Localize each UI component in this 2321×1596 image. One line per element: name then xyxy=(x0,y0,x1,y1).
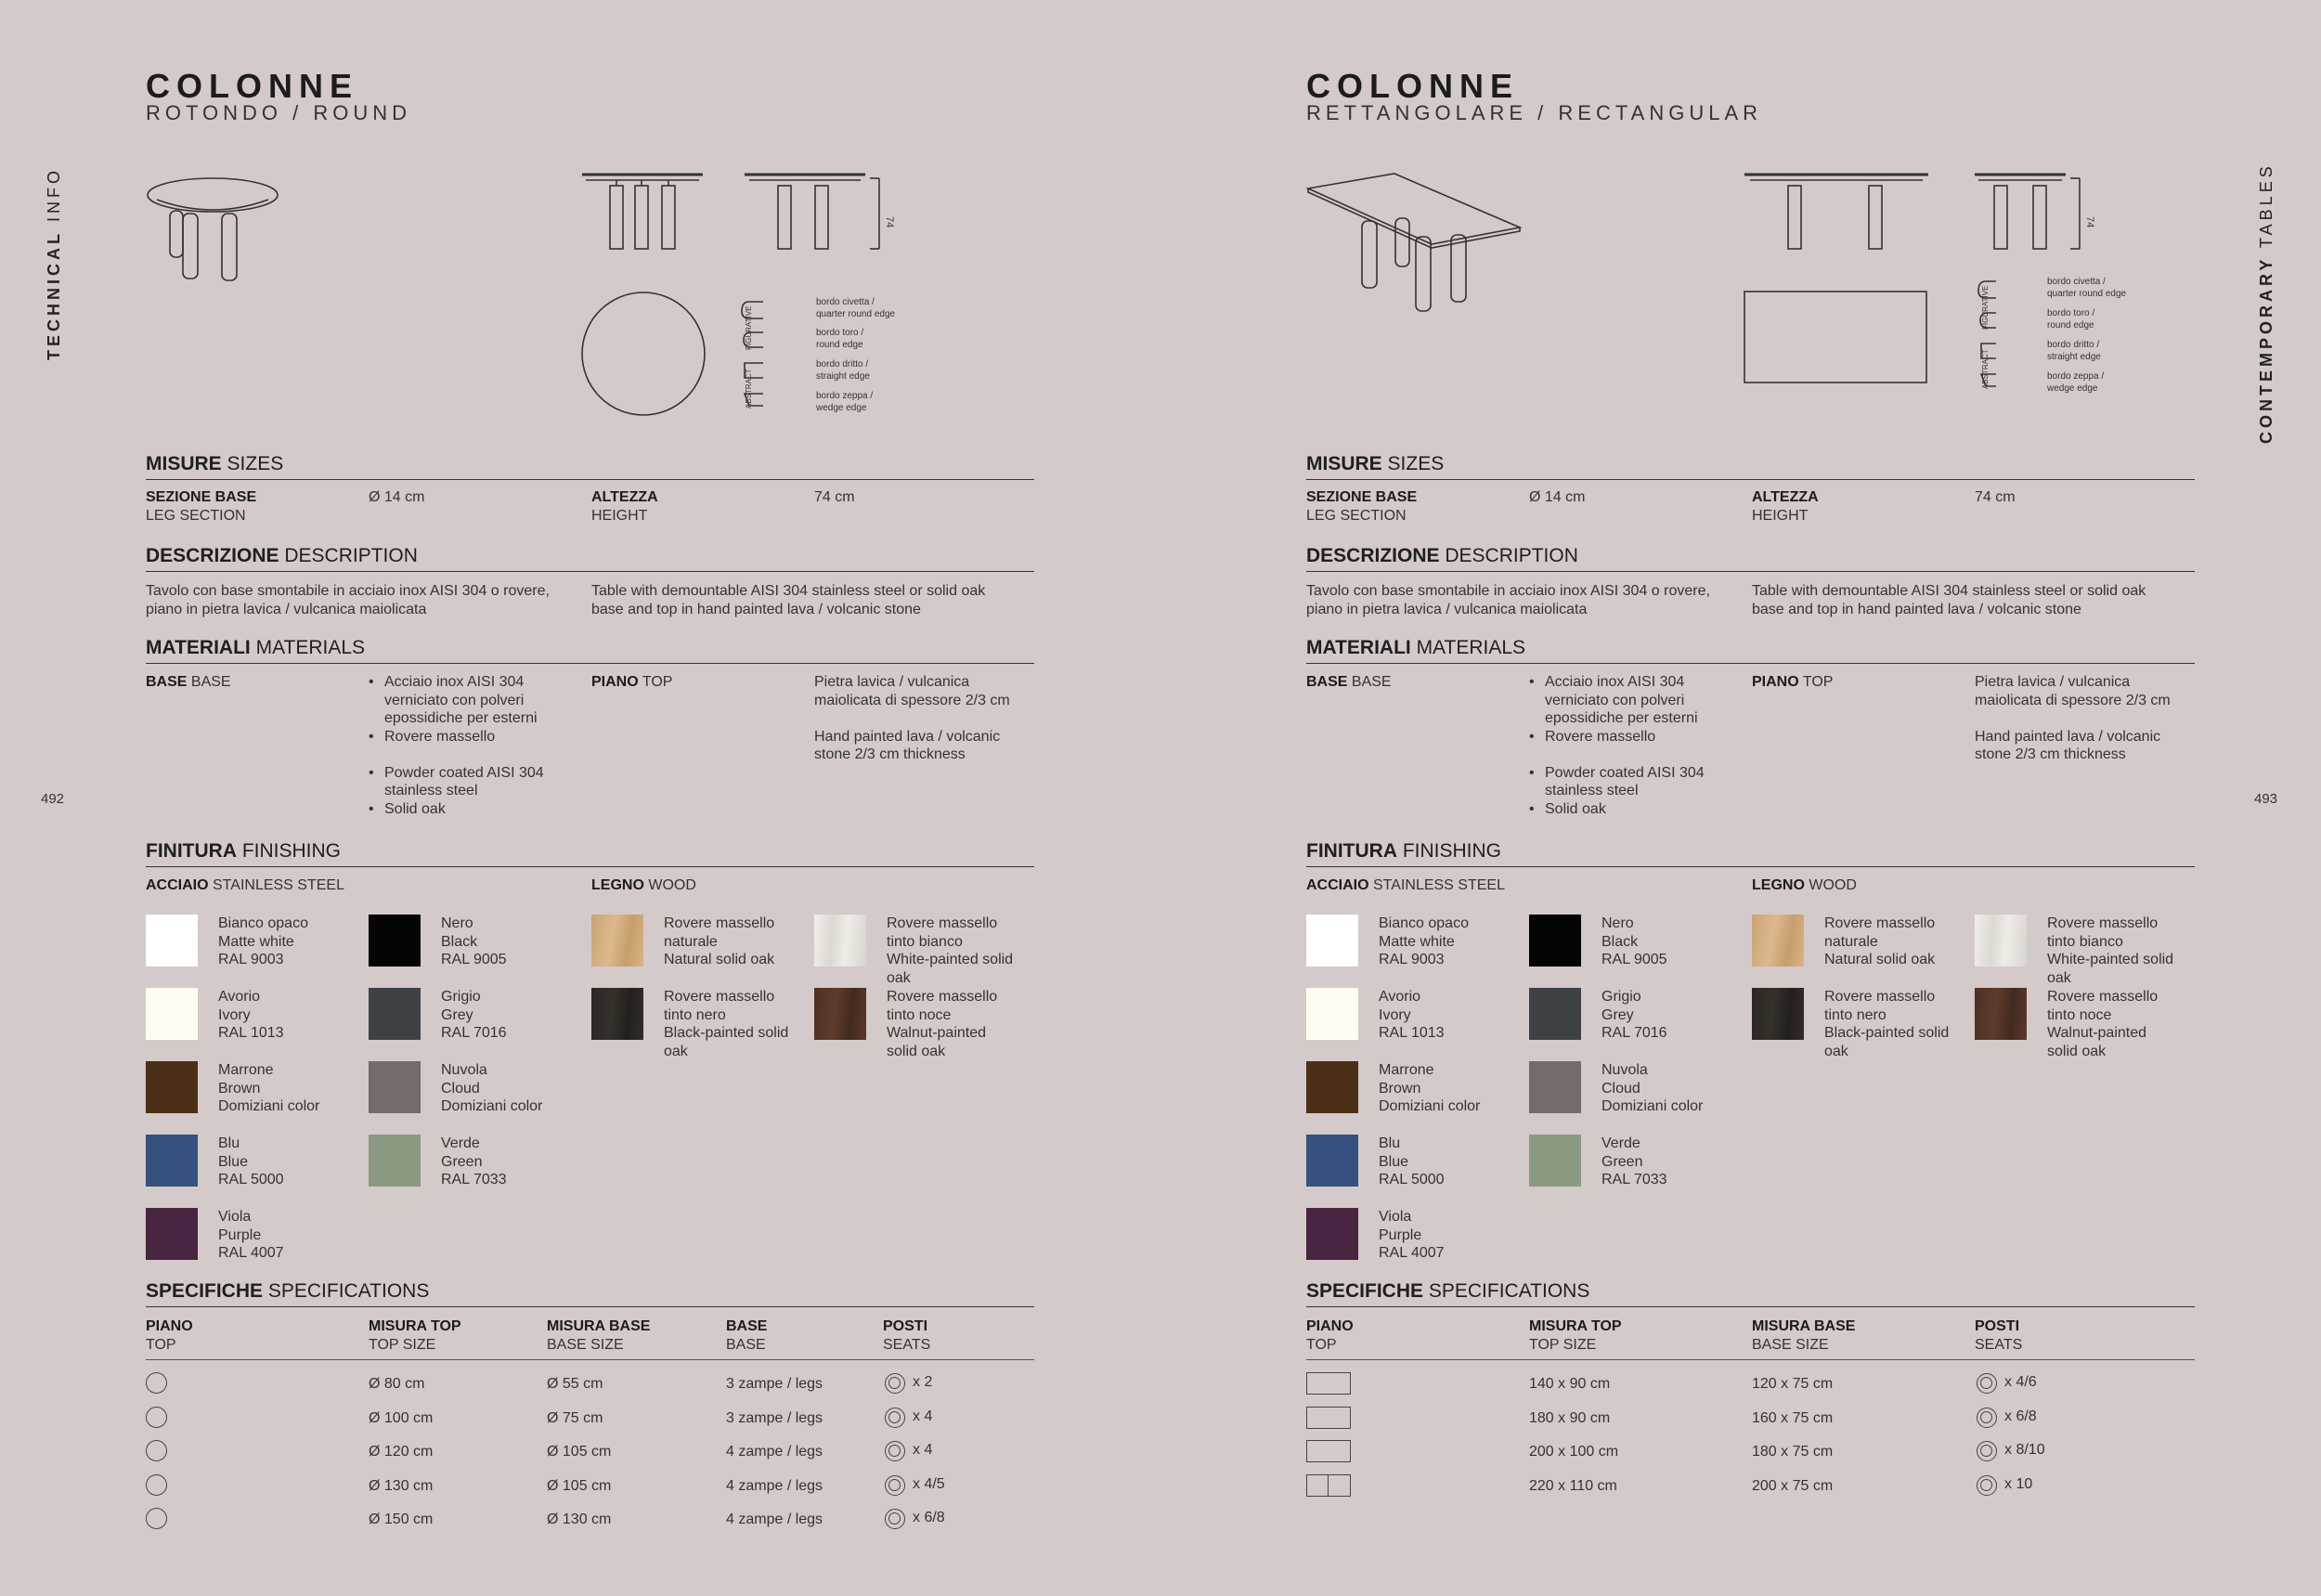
col-top-size: MISURA TOP TOP SIZE xyxy=(369,1318,461,1353)
color-swatch[interactable] xyxy=(369,1061,421,1113)
finishing-steel-label: ACCIAIO STAINLESS STEEL xyxy=(146,877,344,893)
leg-section-label-en: LEG SECTION xyxy=(1306,508,1407,524)
color-swatch[interactable] xyxy=(1529,988,1581,1040)
table-cell: x 4/6 xyxy=(2004,1374,2037,1390)
swatch-label: Verde Green RAL 7033 xyxy=(441,1135,507,1187)
color-swatch[interactable] xyxy=(146,988,198,1040)
leg-section-label-it: SEZIONE BASE xyxy=(146,489,257,505)
svg-text:FIGURATIVE: FIGURATIVE xyxy=(745,305,753,350)
table-cell: 3 zampe / legs xyxy=(726,1409,823,1426)
svg-text:bordo zeppa /: bordo zeppa / xyxy=(816,391,874,401)
description-en: Table with demountable AISI 304 stainless steel or solid oak base and top in hand painted lava / volcanic stone xyxy=(591,583,986,617)
swatch-label: Blu Blue RAL 5000 xyxy=(218,1135,284,1187)
wood-swatch[interactable] xyxy=(1752,915,1804,967)
seats-icon xyxy=(885,1408,905,1428)
table-cell: x 6/8 xyxy=(913,1510,945,1525)
list-item: • Acciaio inox AISI 304 verniciato con polveri epossidiche per esterni xyxy=(369,673,554,728)
rectangular-table-drawings xyxy=(1306,162,2198,432)
round-top-icon xyxy=(146,1474,167,1496)
material-base-list xyxy=(1529,673,1715,818)
svg-text:bordo dritto /: bordo dritto / xyxy=(816,359,869,370)
seats-icon xyxy=(885,1441,905,1461)
height-value: 74 cm xyxy=(1975,489,2016,505)
swatch-label: Nero Black RAL 9005 xyxy=(441,915,507,967)
height-label-en: HEIGHT xyxy=(591,508,648,524)
rect-top-icon xyxy=(1306,1474,1351,1497)
table-cell: 140 x 90 cm xyxy=(1529,1376,1611,1392)
svg-text:bordo toro /: bordo toro / xyxy=(2047,308,2095,318)
swatch-label: Blu Blue RAL 5000 xyxy=(1379,1135,1445,1187)
color-swatch[interactable] xyxy=(1306,915,1358,967)
table-cell: Ø 120 cm xyxy=(369,1444,434,1460)
side-label-contemporary-tables: CONTEMPORARY TABLES xyxy=(2257,162,2276,444)
section-finishing: FINITURA FINISHING xyxy=(146,840,1034,867)
list-item: • Solid oak xyxy=(369,800,554,819)
swatch-label: Marrone Brown Domiziani color xyxy=(1379,1062,1481,1114)
seats-icon xyxy=(885,1475,905,1496)
table-cell: Ø 150 cm xyxy=(369,1512,434,1527)
table-cell: x 8/10 xyxy=(2004,1442,2045,1458)
svg-text:wedge edge: wedge edge xyxy=(2047,383,2098,394)
page-number-right: 493 xyxy=(2254,791,2278,807)
color-swatch[interactable] xyxy=(369,1135,421,1187)
swatch-label: Nuvola Cloud Domiziani color xyxy=(1601,1062,1704,1114)
swatch-label: Viola Purple RAL 4007 xyxy=(1379,1209,1445,1261)
svg-text:ABSTRACT: ABSTRACT xyxy=(745,369,753,409)
swatch-label: Nero Black RAL 9005 xyxy=(1601,915,1667,967)
leg-section-value: Ø 14 cm xyxy=(369,489,425,505)
swatch-label: Grigio Grey RAL 7016 xyxy=(441,989,507,1041)
page-subtitle: ROTONDO / ROUND xyxy=(146,101,412,124)
table-cell: Ø 75 cm xyxy=(547,1409,603,1426)
description-en: Table with demountable AISI 304 stainless steel or solid oak base and top in hand painted lava / volcanic stone xyxy=(1752,583,2146,617)
svg-text:74: 74 xyxy=(2084,216,2095,228)
side-label-technical-info: TECHNICAL INFO xyxy=(45,167,63,360)
swatch-label: Avorio Ivory RAL 1013 xyxy=(218,989,284,1041)
table-cell: 4 zampe / legs xyxy=(726,1477,823,1494)
height-label-it: ALTEZZA xyxy=(591,489,658,505)
table-cell: Ø 130 cm xyxy=(369,1477,434,1494)
seats-icon xyxy=(885,1373,905,1394)
swatch-label: Grigio Grey RAL 7016 xyxy=(1601,989,1667,1041)
color-swatch[interactable] xyxy=(1306,988,1358,1040)
col-base-size: MISURA BASE BASE SIZE xyxy=(547,1318,651,1353)
page-title: COLONNE xyxy=(1306,67,1519,105)
swatch-label: Bianco opaco Matte white RAL 9003 xyxy=(218,915,308,967)
section-description: DESCRIZIONE DESCRIPTION xyxy=(146,545,1034,572)
material-base-list xyxy=(369,673,554,818)
svg-text:wedge edge: wedge edge xyxy=(816,403,867,413)
finishing-wood-label: LEGNO WOOD xyxy=(1752,877,1857,893)
material-top-label: PIANO TOP xyxy=(1752,674,1834,690)
leg-section-label-en: LEG SECTION xyxy=(146,508,246,524)
table-cell: Ø 105 cm xyxy=(547,1477,612,1494)
swatch-label: Rovere massello tinto nero Black-painted solid oak xyxy=(664,989,789,1059)
color-swatch[interactable] xyxy=(146,1135,198,1187)
swatch-label: Nuvola Cloud Domiziani color xyxy=(441,1062,543,1114)
wood-swatch[interactable] xyxy=(1975,915,2027,967)
list-item: • Solid oak xyxy=(1529,800,1715,819)
color-swatch[interactable] xyxy=(146,915,198,967)
height-label-en: HEIGHT xyxy=(1752,508,1809,524)
table-cell: 160 x 75 cm xyxy=(1752,1409,1834,1426)
col-top-shape: PIANO TOP xyxy=(1306,1318,1354,1353)
list-item: • Acciaio inox AISI 304 verniciato con polveri epossidiche per esterni xyxy=(1529,673,1715,728)
swatch-label: Bianco opaco Matte white RAL 9003 xyxy=(1379,915,1469,967)
wood-swatch[interactable] xyxy=(1752,988,1804,1040)
svg-text:round edge: round edge xyxy=(816,340,863,350)
height-value: 74 cm xyxy=(814,489,855,505)
swatch-label: Rovere massello tinto noce Walnut-painted solid oak xyxy=(2047,989,2159,1059)
col-seats: POSTI SEATS xyxy=(1975,1318,2023,1353)
list-item: • Rovere massello xyxy=(369,728,554,746)
wood-swatch[interactable] xyxy=(1975,988,2027,1040)
col-top-size: MISURA TOP TOP SIZE xyxy=(1529,1318,1622,1353)
round-table-drawings xyxy=(146,162,1037,432)
table-cell: 200 x 100 cm xyxy=(1529,1444,1619,1460)
col-base-size: MISURA BASE BASE SIZE xyxy=(1752,1318,1856,1353)
section-finishing: FINITURA FINISHING xyxy=(1306,840,2195,867)
leg-section-label-it: SEZIONE BASE xyxy=(1306,489,1418,505)
color-swatch[interactable] xyxy=(1529,1135,1581,1187)
table-cell: x 4 xyxy=(913,1408,933,1424)
spec-header-divider xyxy=(1306,1359,2195,1360)
table-cell: Ø 130 cm xyxy=(547,1512,612,1527)
section-specifications: SPECIFICHE SPECIFICATIONS xyxy=(146,1280,1034,1307)
description-it: Tavolo con base smontabile in acciaio inox AISI 304 o rovere, piano in pietra lavica / vulcanica maiolicata xyxy=(146,583,550,617)
color-swatch[interactable] xyxy=(146,1208,198,1260)
seats-icon xyxy=(1977,1441,1997,1461)
round-top-icon xyxy=(146,1407,167,1428)
color-swatch[interactable] xyxy=(369,915,421,967)
page-subtitle: RETTANGOLARE / RECTANGULAR xyxy=(1306,101,1763,124)
table-cell: 220 x 110 cm xyxy=(1529,1477,1617,1494)
table-cell: 4 zampe / legs xyxy=(726,1512,823,1527)
seats-icon xyxy=(1977,1408,1997,1428)
svg-text:straight edge: straight edge xyxy=(816,371,870,382)
col-top-shape: PIANO TOP xyxy=(146,1318,193,1353)
swatch-label: Marrone Brown Domiziani color xyxy=(218,1062,320,1114)
material-base-label: BASE BASE xyxy=(1306,674,1392,690)
table-cell: 3 zampe / legs xyxy=(726,1376,823,1392)
svg-text:bordo civetta /: bordo civetta / xyxy=(2047,277,2106,287)
seats-icon xyxy=(1977,1475,1997,1496)
list-item: • Powder coated AISI 304 stainless steel xyxy=(1529,764,1715,800)
description-it: Tavolo con base smontabile in acciaio inox AISI 304 o rovere, piano in pietra lavica / vulcanica maiolicata xyxy=(1306,583,1710,617)
seats-icon xyxy=(885,1509,905,1529)
table-cell: Ø 100 cm xyxy=(369,1409,434,1426)
leg-section-value: Ø 14 cm xyxy=(1529,489,1586,505)
svg-text:straight edge: straight edge xyxy=(2047,352,2101,362)
finishing-steel-label: ACCIAIO STAINLESS STEEL xyxy=(1306,877,1505,893)
table-cell: 180 x 90 cm xyxy=(1529,1409,1611,1426)
section-description: DESCRIZIONE DESCRIPTION xyxy=(1306,545,2195,572)
height-label-it: ALTEZZA xyxy=(1752,489,1819,505)
table-cell: x 10 xyxy=(2004,1475,2033,1492)
svg-text:FIGURATIVE: FIGURATIVE xyxy=(1981,285,1990,330)
swatch-label: Rovere massello naturale Natural solid oak xyxy=(664,915,775,967)
material-base-label: BASE BASE xyxy=(146,674,231,690)
material-top-text: Pietra lavica / vulcanica maiolicata di spessore 2/3 cm Hand painted lava / volcanic stone 2/3 cm thickness xyxy=(1975,674,2171,762)
swatch-label: Rovere massello tinto nero Black-painted solid oak xyxy=(1824,989,1950,1059)
table-cell: 200 x 75 cm xyxy=(1752,1477,1834,1494)
section-materials: MATERIALI MATERIALS xyxy=(146,637,1034,664)
svg-text:quarter round edge: quarter round edge xyxy=(2047,289,2127,299)
svg-text:round edge: round edge xyxy=(2047,320,2094,331)
table-cell: Ø 105 cm xyxy=(547,1444,612,1460)
section-sizes: MISURE SIZES xyxy=(1306,453,2195,480)
wood-swatch[interactable] xyxy=(814,915,866,967)
page-number-left: 492 xyxy=(41,791,65,807)
rect-top-icon xyxy=(1306,1372,1351,1395)
swatch-label: Rovere massello tinto noce Walnut-painted solid oak xyxy=(887,989,998,1059)
section-materials: MATERIALI MATERIALS xyxy=(1306,637,2195,664)
color-swatch[interactable] xyxy=(146,1061,198,1113)
svg-text:bordo dritto /: bordo dritto / xyxy=(2047,340,2100,350)
finishing-wood-label: LEGNO WOOD xyxy=(591,877,696,893)
color-swatch[interactable] xyxy=(369,988,421,1040)
color-swatch[interactable] xyxy=(1306,1061,1358,1113)
table-cell: x 2 xyxy=(913,1374,933,1390)
color-swatch[interactable] xyxy=(1529,915,1581,967)
col-seats: POSTI SEATS xyxy=(883,1318,931,1353)
swatch-label: Verde Green RAL 7033 xyxy=(1601,1135,1667,1187)
page-title: COLONNE xyxy=(146,67,358,105)
section-sizes: MISURE SIZES xyxy=(146,453,1034,480)
table-cell: x 6/8 xyxy=(2004,1408,2037,1424)
round-top-icon xyxy=(146,1508,167,1529)
svg-text:quarter round edge: quarter round edge xyxy=(816,309,896,319)
table-cell: Ø 55 cm xyxy=(547,1376,603,1392)
round-top-icon xyxy=(146,1372,167,1394)
table-cell: Ø 80 cm xyxy=(369,1376,425,1392)
height-dimension: 74 xyxy=(884,216,895,228)
rect-top-icon xyxy=(1306,1407,1351,1429)
color-swatch[interactable] xyxy=(1529,1061,1581,1113)
col-base-legs: BASE BASE xyxy=(726,1318,768,1353)
wood-swatch[interactable] xyxy=(591,988,643,1040)
svg-text:bordo zeppa /: bordo zeppa / xyxy=(2047,371,2105,382)
wood-swatch[interactable] xyxy=(814,988,866,1040)
svg-text:bordo toro /: bordo toro / xyxy=(816,328,864,338)
color-swatch[interactable] xyxy=(1306,1208,1358,1260)
section-specifications: SPECIFICHE SPECIFICATIONS xyxy=(1306,1280,2195,1307)
seats-icon xyxy=(1977,1373,1997,1394)
spec-header-divider xyxy=(146,1359,1034,1360)
svg-text:ABSTRACT: ABSTRACT xyxy=(1981,349,1990,389)
list-item: • Powder coated AISI 304 stainless steel xyxy=(369,764,554,800)
swatch-label: Viola Purple RAL 4007 xyxy=(218,1209,284,1261)
list-item: • Rovere massello xyxy=(1529,728,1715,746)
svg-text:bordo civetta /: bordo civetta / xyxy=(816,297,875,307)
table-cell: x 4/5 xyxy=(913,1475,945,1492)
material-top-label: PIANO TOP xyxy=(591,674,673,690)
wood-swatch[interactable] xyxy=(591,915,643,967)
table-cell: 120 x 75 cm xyxy=(1752,1376,1834,1392)
swatch-label: Avorio Ivory RAL 1013 xyxy=(1379,989,1445,1041)
material-top-text: Pietra lavica / vulcanica maiolicata di spessore 2/3 cm Hand painted lava / volcanic stone 2/3 cm thickness xyxy=(814,674,1010,762)
table-cell: 4 zampe / legs xyxy=(726,1444,823,1460)
swatch-label: Rovere massello tinto bianco White-painted solid oak xyxy=(2047,915,2174,986)
swatch-label: Rovere massello tinto bianco White-painted solid oak xyxy=(887,915,1014,986)
table-cell: 180 x 75 cm xyxy=(1752,1444,1834,1460)
swatch-label: Rovere massello naturale Natural solid oak xyxy=(1824,915,1936,967)
round-top-icon xyxy=(146,1440,167,1461)
rect-top-icon xyxy=(1306,1440,1351,1462)
color-swatch[interactable] xyxy=(1306,1135,1358,1187)
table-cell: x 4 xyxy=(913,1442,933,1458)
